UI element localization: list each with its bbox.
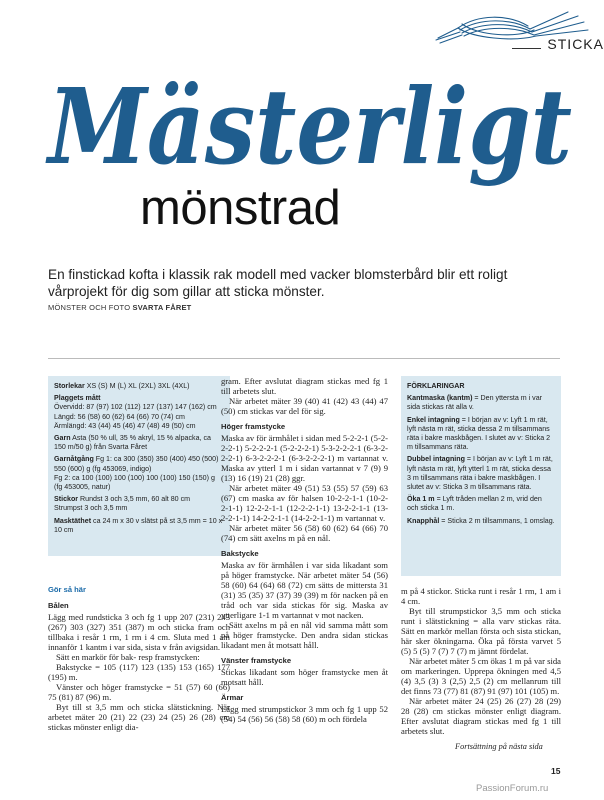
credits-name: SVARTA FÅRET (132, 303, 192, 312)
credits-label: MÖNSTER OCH FOTO (48, 303, 131, 312)
credits (48, 303, 191, 312)
info-entry (54, 495, 224, 513)
info-box-content (54, 382, 224, 538)
column-2-text-d (221, 667, 388, 687)
abbreviation-entry (407, 517, 555, 526)
body-paragraph: När arbetet mäter 5 cm ökas 1 m på var sida om markeringen. Upprepa ökningen med 4,5 (4) 3,5 (3) 3 (2,5) 2,5 (2) cm mellanrum till det finns 73 (77) 81 (87) 91 (97) 101 (105) m. (401, 656, 561, 696)
instructions-heading: Gör så här (48, 585, 86, 594)
abbreviation-definition: = I början av v: Lyft 1 m rät, lyft nästa m rät, lyft ytterl 1 m rät, sticka dessa 3 m tillsammans räta i bakre maskbågen. I slutet av v: Sticka 3 m tillsammans räta. (407, 455, 553, 492)
info-entry-label: Plaggets mått (54, 394, 101, 403)
column-1 (48, 585, 230, 732)
abbreviation-term: Enkel intagning (407, 415, 460, 424)
column-2 (221, 376, 388, 724)
body-paragraph: Byt till st 3,5 mm och sticka slätstickning. När arbetet mäter 20 (21) 22 (23) 24 (25) 26 (28) cm stickas mönster enligt dia- (48, 702, 230, 732)
subtitle: mönstrad (140, 181, 341, 235)
title-script (40, 65, 580, 190)
section-heading-balen: Bålen (48, 601, 69, 610)
column-2-text-b (221, 433, 388, 543)
abbreviation-term: Kantmaska (kantm) (407, 394, 473, 403)
abbreviation-entry (407, 394, 555, 412)
divider (48, 358, 560, 359)
section-tag (512, 38, 604, 58)
body-paragraph: m på 4 stickor. Sticka runt i resår 1 rm, 1 am i 4 cm. (401, 586, 561, 606)
title-script-text: Mästerligt (45, 65, 572, 188)
section-label: STICKA (541, 36, 604, 52)
body-paragraph: gram. Efter avslutat diagram stickas med fg 1 till arbetets slut. (221, 376, 388, 396)
abbreviation-definition: = Sticka 2 m tillsammans, 1 omslag. (439, 516, 555, 525)
info-entry-text: Strumpst 3 och 3,5 mm (54, 504, 128, 513)
abbreviation-definition: = Den yttersta m i var sida stickas rät alla v. (407, 394, 543, 412)
info-entry-label: Masktäthet (54, 516, 92, 525)
column-3-text (401, 586, 561, 736)
body-paragraph: Maska av för ärmhålet i sidan med 5-2-2-1 (5-2-2-2-1) 5-2-2-2-1 (5-2-2-2-1) 5-3-2-2-2-1 (6-3-2-2-2-1) 6-3-2-2-2-1 (6-3-2-2-2-1) m vartannat v. Maska av ytterl 1 m i sidan vartannat v 7 (9) 9 (13) 16 (19) 21 (28) ggr. (221, 433, 388, 483)
abbreviations-content (407, 382, 555, 529)
body-paragraph: När arbetet mäter 39 (40) 41 (42) 43 (44) 47 (50) cm stickas var del för sig. (221, 396, 388, 416)
body-paragraph: Sätt en markör för bak- resp framstycken: (56, 652, 200, 662)
info-entry-text: Ärmlängd: 43 (44) 45 (46) 47 (48) 49 (50) cm (54, 421, 196, 430)
abbreviation-entry (407, 416, 555, 453)
info-entry (54, 517, 224, 535)
abbreviation-definition: = I början av v: Lyft 1 m rät, lyft nästa m rät, sticka dessa 2 m tillsammans räta i bakre maskbågen. I slutet av v: Sticka 2 m tillsammans räta. (407, 415, 551, 452)
column-2-text-a (221, 376, 388, 416)
section-heading-armar: Ärmar (221, 693, 244, 702)
info-entry (54, 394, 224, 431)
column-3 (401, 586, 561, 736)
body-paragraph: Bakstycke = 105 (117) 123 (135) 153 (165) 177 (195) m. (48, 662, 230, 682)
body-paragraph: Sätt axelns m på en nål vid samma mått som på höger framstycke. Den andra sidan stickas likadant men åt motsatt håll. (221, 620, 388, 650)
abbreviation-term: Öka 1 m (407, 495, 435, 504)
info-entry-text: ca 24 m x 30 v slätst på st 3,5 mm = 10 x 10 cm (54, 516, 223, 534)
column-1-text (48, 612, 230, 732)
info-entry (54, 434, 224, 452)
info-entry-text: XS (S) M (L) XL (2XL) 3XL (4XL) (86, 382, 190, 390)
info-entry-text: Fg 1: ca 300 (350) 350 (400) 450 (500) 550 (600) g (fg 453069, indigo) (54, 455, 219, 473)
info-entry-text: Rundst 3 och 3,5 mm, 60 alt 80 cm (80, 495, 191, 504)
body-paragraph: Maska av för ärmhålen i var sida likadant som på höger framstycke. När arbetet mäter 54 (56) 58 (60) 64 (64) 68 (72) cm sätts de mittersta 31 (31) 35 (35) 37 (37) 39 (39) m för nacken på en tråd och var sida stickas för sig. Maska av ytterligare 1-1 m vartannat v mot nacken. (221, 560, 388, 620)
info-entry-label: Stickor (54, 495, 79, 504)
column-2-text-c (221, 560, 388, 650)
abbreviation-term: Knapphål (407, 516, 440, 525)
watermark: PassionForum.ru (476, 783, 549, 794)
info-entry-text: Fg 2: ca 100 (100) 100 (100) 100 (100) 150 (150) g (fg 453005, natur) (54, 473, 215, 492)
continued-note: Fortsättning på nästa sida (455, 742, 543, 751)
abbreviation-term: Dubbel intagning (407, 455, 465, 464)
info-entry-label: Garnåtgång (54, 455, 94, 464)
info-entry-label: Storlekar (54, 382, 85, 390)
abbreviations-list (407, 394, 555, 526)
info-entry-label: Garn (54, 434, 71, 443)
abbreviations-heading: FÖRKLARINGAR (407, 382, 465, 390)
body-paragraph: När arbetet mäter 56 (58) 60 (62) 64 (66) 70 (74) cm sätt axelns m på en nål. (221, 523, 388, 543)
page-number: 15 (551, 766, 561, 776)
abbreviations-box (401, 376, 561, 576)
body-paragraph: Stickas likadant som höger framstycke men åt motsatt håll. (221, 667, 388, 687)
info-box (48, 376, 230, 556)
column-2-text-e (221, 704, 388, 724)
info-entry (54, 382, 224, 391)
info-entry-text: Asta (50 % ull, 35 % akryl, 15 % alpacka, ca 150 m/50 g) från Svarta Fåret (54, 434, 211, 452)
body-paragraph: Lägg med rundsticka 3 och fg 1 upp 207 (231) 243 (267) 303 (327) 351 (387) m och sticka fram och tillbaka i resår 1 rm, 1 rm i 4 cm. Sluta med 1 am innanför 1 kantm i var sida, sista v från avigsidan. (48, 612, 230, 652)
section-heading-vanster-framstycke: Vänster framstycke (221, 656, 292, 665)
info-entry-text: Längd: 56 (58) 60 (62) 64 (66) 70 (74) cm (54, 412, 185, 421)
section-heading-hoger-framstycke: Höger framstycke (221, 422, 286, 431)
info-entry (54, 455, 224, 492)
section-heading-bakstycke: Bakstycke (221, 549, 259, 558)
abbreviation-entry (407, 495, 555, 513)
abbreviation-definition: = Lyft tråden mellan 2 m, vrid den och sticka 1 m. (407, 495, 542, 513)
body-paragraph: Vänster och höger framstycke = 51 (57) 60 (66) 75 (81) 87 (96) m. (48, 682, 230, 702)
body-paragraph: Byt till strumpstickor 3,5 mm och sticka runt i slätstickning = alla varv stickas räta. Sätt en markör mellan första och sista stickan, här sker ökningarna. Öka på första varvet 5 (5) 5 (5) 7 (7) 7 (7) m jämnt fördelat. (401, 606, 561, 656)
body-paragraph: När arbetet mäter 49 (51) 53 (55) 57 (59) 63 (67) cm maska av för halsen 10-2-2-1-1 (10-2-2-1-1) 12-2-2-1-1 (12-2-2-1-1) 13-2-2-1-1 (13-2-2-1-1) 14-2-2-1-1 (14-2-2-1-1) m vartannat v. (221, 483, 388, 523)
info-entry-text: Övervidd: 87 (97) 102 (112) 127 (137) 147 (162) cm (54, 403, 217, 412)
abbreviation-entry (407, 455, 555, 492)
lead-paragraph: En finstickad kofta i klassik rak modell med vacker blomsterbård blir ett roligt vårprojekt för dig som gillar att sticka mönster. (48, 267, 508, 299)
body-paragraph: Lägg med strumpstickor 3 mm och fg 1 upp 52 (54) 54 (56) 56 (58) 58 (60) m och fördela (221, 704, 388, 724)
body-paragraph: När arbetet mäter 24 (25) 26 (27) 28 (29) 28 (28) cm stickas mönster enligt diagram. Efter avslutat diagram stickas med fg 1 till arbetets slut. (401, 696, 561, 736)
